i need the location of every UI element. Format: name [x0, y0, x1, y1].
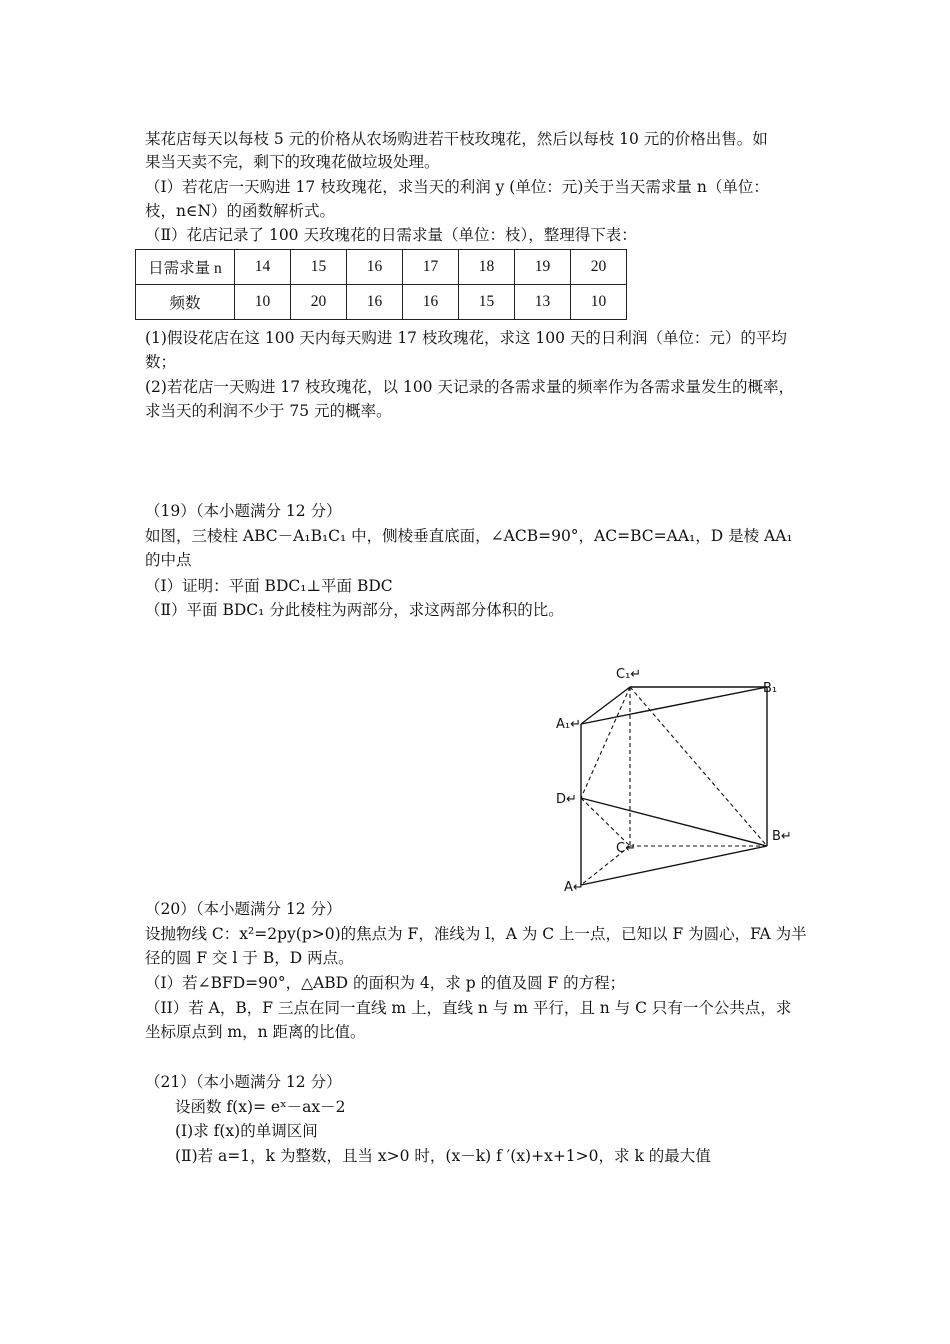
label-a: A↵ — [564, 880, 584, 895]
demand-frequency-table — [135, 249, 627, 320]
q20-part1: （I）若∠BFD=90°，△ABD 的面积为 4，求 p 的值及圆 F 的方程； — [145, 974, 626, 992]
q18-sub1-line1: (1)假设花店在这 100 天内每天购进 17 枝玫瑰花，求这 100 天的日利润（单位：元）的平均 — [145, 329, 787, 347]
q18-sub1-line2: 数； — [145, 353, 177, 371]
table-cell: 16 — [403, 285, 459, 320]
q18-part1-line2: 枝，n∈N）的函数解析式。 — [145, 202, 336, 220]
edge-a1-b1 — [581, 687, 767, 724]
table-cell: 16 — [347, 285, 403, 320]
q19-text-line1: 如图，三棱柱 ABC－A₁B₁C₁ 中，侧棱垂直底面，∠ACB=90°，AC=BC=AA₁，D 是棱 AA₁ — [145, 527, 793, 545]
q21-part2: (Ⅱ)若 a=1，k 为整数，且当 x>0 时，(x－k) f ′(x)+x+1>0，求 k 的最大值 — [175, 1147, 711, 1165]
label-b1: B₁ — [763, 681, 778, 696]
q18-part2: （Ⅱ）花店记录了 100 天玫瑰花的日需求量（单位：枝），整理得下表： — [145, 226, 637, 244]
edge-a-b — [581, 846, 767, 885]
q21-function: 设函数 f(x)= eˣ－ax－2 — [175, 1098, 346, 1116]
edge-d-c — [581, 798, 630, 846]
q21-heading: （21）（本小题满分 12 分） — [145, 1073, 342, 1091]
q20-part2-line2: 坐标原点到 m，n 距离的比值。 — [145, 1023, 366, 1041]
table-header-demand: 日需求量 n — [136, 250, 235, 285]
label-c: C↵ — [616, 841, 636, 856]
table-cell: 18 — [459, 250, 515, 285]
q19-heading: （19）（本小题满分 12 分） — [145, 502, 342, 520]
table-cell: 20 — [571, 250, 627, 285]
label-a1: A₁↵ — [556, 717, 581, 732]
table-cell: 10 — [571, 285, 627, 320]
q19-part1: （Ⅰ）证明：平面 BDC₁⊥平面 BDC — [145, 577, 393, 595]
label-b: B↵ — [772, 829, 792, 844]
q18-sub2-line2: 求当天的利润不少于 75 元的概率。 — [145, 402, 392, 420]
table-cell: 17 — [403, 250, 459, 285]
table-cell: 15 — [291, 250, 347, 285]
q18-intro-line1: 某花店每天以每枝 5 元的价格从农场购进若干枝玫瑰花，然后以每枝 10 元的价格出售。如 — [145, 130, 768, 148]
edge-c1-b — [630, 687, 767, 846]
table-row-frequency — [136, 285, 627, 320]
label-c1: C₁↵ — [616, 667, 642, 682]
q19-text-line2: 的中点 — [145, 551, 192, 569]
q20-part2-line1: （II）若 A，B，F 三点在同一直线 m 上，直线 n 与 m 平行，且 n 与 C 只有一个公共点，求 — [145, 999, 792, 1017]
q20-text-line2: 径的圆 F 交 l 于 B，D 两点。 — [145, 949, 354, 967]
table-header-frequency: 频数 — [136, 285, 235, 320]
q20-heading: （20）（本小题满分 12 分） — [145, 900, 342, 918]
table-cell: 13 — [515, 285, 571, 320]
edge-d-b — [581, 798, 767, 846]
q21-part1: (Ⅰ)求 f(x)的单调区间 — [175, 1122, 318, 1140]
prism-figure — [548, 660, 798, 895]
table-cell: 10 — [235, 285, 291, 320]
q18-part1-line1: （Ⅰ）若花店一天购进 17 枝玫瑰花，求当天的利润 y (单位：元)关于当天需求量 n（单位： — [145, 178, 769, 196]
table-cell: 16 — [347, 250, 403, 285]
label-d: D↵ — [556, 792, 577, 807]
q19-part2: （Ⅱ）平面 BDC₁ 分此棱柱为两部分，求这两部分体积的比。 — [145, 601, 564, 619]
table-cell: 15 — [459, 285, 515, 320]
table-cell: 19 — [515, 250, 571, 285]
q18-intro-line2: 果当天卖不完，剩下的玫瑰花做垃圾处理。 — [145, 153, 440, 171]
table-cell: 14 — [235, 250, 291, 285]
edge-c1-d — [581, 687, 630, 798]
table-cell: 20 — [291, 285, 347, 320]
table-row-demand — [136, 250, 627, 285]
q18-sub2-line1: (2)若花店一天购进 17 枝玫瑰花，以 100 天记录的各需求量的频率作为各需求量发生的概率， — [145, 378, 794, 396]
q20-text-line1: 设抛物线 C：x²=2py(p>0)的焦点为 F，准线为 l，A 为 C 上一点，已知以 F 为圆心，FA 为半 — [145, 925, 807, 943]
